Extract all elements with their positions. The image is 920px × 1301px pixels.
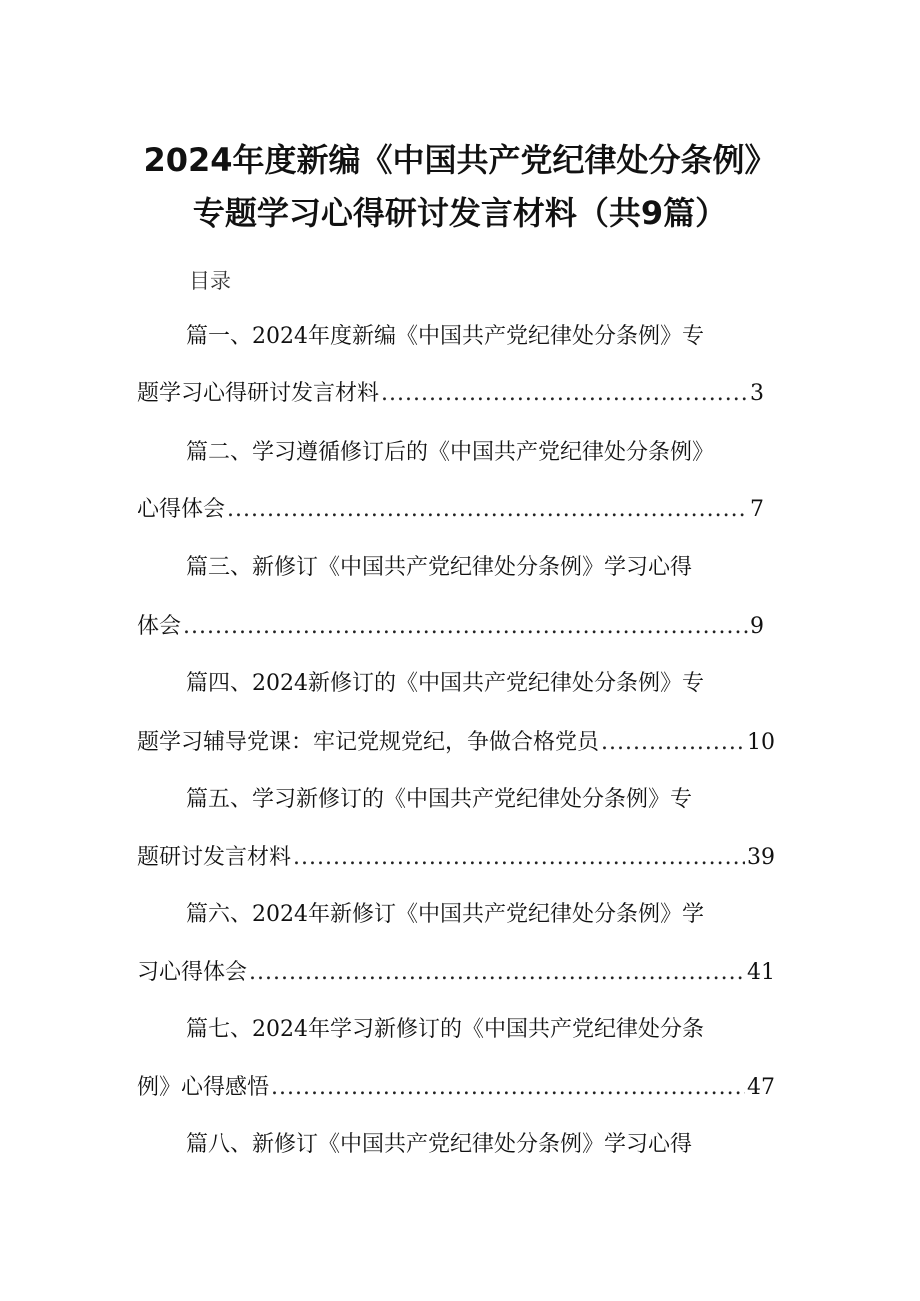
toc-entry-3-line-2[interactable] — [137, 611, 764, 643]
toc-entry-4-page: 10 — [747, 730, 775, 755]
toc-entry-1-page: 3 — [750, 381, 764, 406]
toc-entry-7-line-2[interactable] — [137, 1072, 775, 1104]
toc-entry-3-line-1[interactable]: 篇三、新修订《中国共产党纪律处分条例》学习心得 — [186, 555, 693, 580]
toc-entry-1-line-2[interactable] — [137, 378, 764, 410]
toc-entry-7-line-1[interactable]: 篇七、2024年学习新修订的《中国共产党纪律处分条 — [186, 1017, 704, 1042]
toc-entry-3-page: 9 — [750, 614, 764, 639]
toc-entry-4-text: 题学习辅导党课：牢记党规党纪，争做合格党员 — [137, 730, 600, 755]
toc-entry-6-leader — [249, 957, 745, 989]
toc-entry-6-page: 41 — [747, 960, 775, 985]
toc-entry-8-line-1[interactable]: 篇八、新修订《中国共产党纪律处分条例》学习心得 — [186, 1132, 693, 1157]
toc-entry-6-text: 习心得体会 — [137, 960, 248, 985]
toc-entry-5-text: 题研讨发言材料 — [137, 845, 292, 870]
toc-entry-2-text: 心得体会 — [137, 497, 226, 522]
toc-entry-5-line-2[interactable] — [137, 842, 775, 874]
toc-entry-6-line-2[interactable] — [137, 957, 775, 989]
document-title-line-1: 2024年度新编《中国共产党纪律处分条例》 — [143, 141, 777, 179]
toc-entry-4-leader — [601, 727, 745, 759]
toc-entry-5-leader — [293, 842, 745, 874]
toc-entry-2-leader — [227, 494, 748, 526]
toc-entry-4-line-1[interactable]: 篇四、2024新修订的《中国共产党纪律处分条例》专 — [186, 671, 704, 696]
toc-entry-1-text: 题学习心得研讨发言材料 — [137, 381, 380, 406]
toc-entry-1-leader — [381, 378, 748, 410]
toc-entry-3-text: 体会 — [137, 614, 182, 639]
toc-entry-4-line-2[interactable] — [137, 727, 775, 759]
document-title-line-2: 专题学习心得研讨发言材料（共9篇） — [192, 194, 728, 232]
toc-entry-6-line-1[interactable]: 篇六、2024年新修订《中国共产党纪律处分条例》学 — [186, 902, 704, 927]
toc-entry-3-leader — [183, 611, 748, 643]
toc-entry-2-page: 7 — [750, 497, 764, 522]
toc-entry-2-line-2[interactable] — [137, 494, 764, 526]
toc-heading: 目录 — [189, 269, 231, 293]
toc-entry-7-text: 例》心得感悟 — [137, 1075, 270, 1100]
toc-entry-5-page: 39 — [747, 845, 775, 870]
toc-entry-7-leader — [271, 1072, 745, 1104]
toc-entry-2-line-1[interactable]: 篇二、学习遵循修订后的《中国共产党纪律处分条例》 — [186, 440, 715, 465]
toc-entry-7-page: 47 — [747, 1075, 775, 1100]
toc-entry-5-line-1[interactable]: 篇五、学习新修订的《中国共产党纪律处分条例》专 — [186, 787, 693, 812]
toc-entry-1-line-1[interactable]: 篇一、2024年度新编《中国共产党纪律处分条例》专 — [186, 324, 704, 349]
